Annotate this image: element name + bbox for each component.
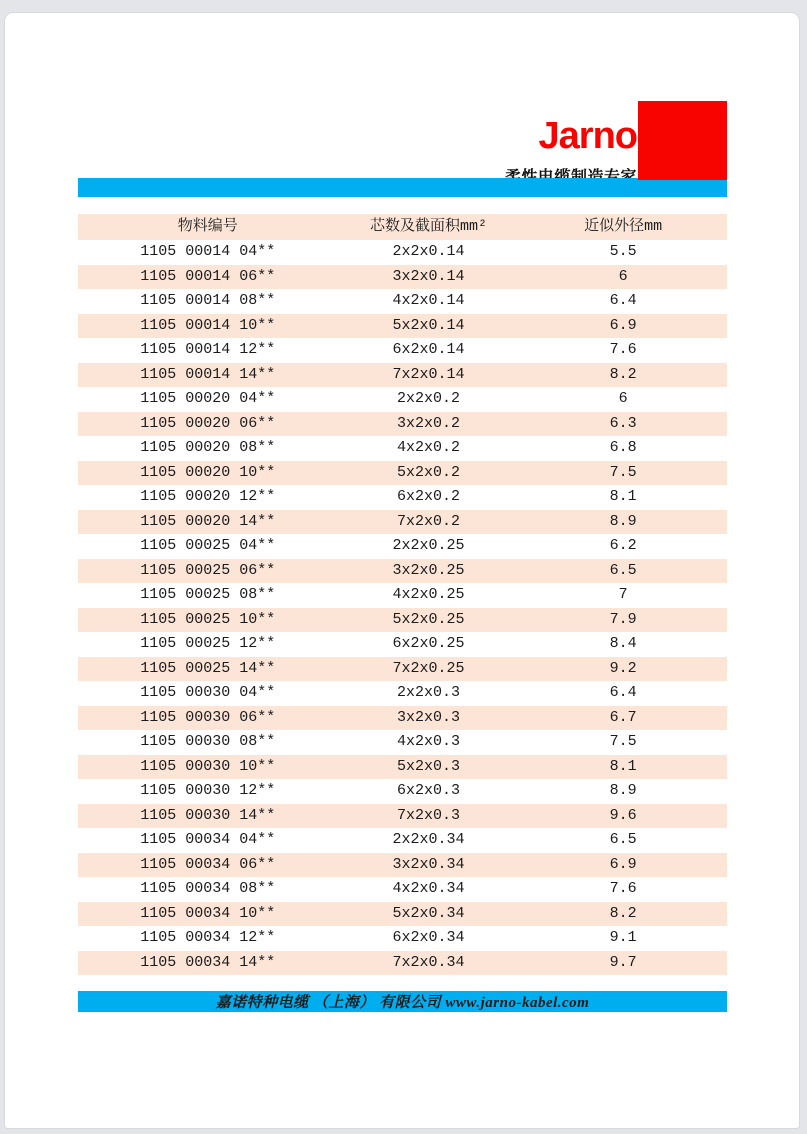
table-cell: 1105 00030 10** (140, 757, 276, 775)
header-accent-bar (78, 178, 727, 197)
table-row (78, 877, 727, 902)
table-cell: 5x2x0.34 (392, 904, 465, 922)
table-cell: 6 (618, 267, 628, 285)
table-cell: 4x2x0.2 (396, 439, 460, 456)
table-row (78, 510, 727, 535)
table-cell: 1105 00030 08** (140, 733, 276, 750)
table-cell: 5x2x0.25 (392, 610, 465, 628)
table-cell: 6.4 (609, 292, 637, 309)
table-cell: 6x2x0.34 (392, 929, 465, 946)
table-row (78, 534, 727, 559)
table-cell: 1105 00014 10** (140, 316, 276, 334)
table-cell: 3x2x0.3 (396, 708, 460, 726)
table-row (78, 265, 727, 290)
column-header-material-number: 物料编号 (177, 218, 238, 235)
table-cell: 6.8 (609, 439, 637, 456)
table-cell: 1105 00034 08** (140, 880, 276, 897)
table-cell: 9.6 (609, 806, 637, 824)
table-cell: 1105 00025 12** (140, 635, 276, 652)
table-row (78, 926, 727, 951)
table-cell: 7x2x0.2 (396, 512, 460, 530)
table-row (78, 902, 727, 927)
table-row (78, 632, 727, 657)
table-cell: 3x2x0.34 (392, 855, 465, 873)
table-cell: 1105 00014 06** (140, 267, 276, 285)
table-row (78, 289, 727, 314)
table-cell: 7x2x0.14 (392, 365, 465, 383)
table-cell: 5x2x0.3 (396, 757, 460, 775)
table-cell: 6.5 (609, 561, 637, 579)
product-table (78, 214, 727, 975)
table-cell: 1105 00025 08** (140, 586, 276, 603)
table-row (78, 363, 727, 388)
brand-text-block (505, 101, 637, 187)
table-row (78, 804, 727, 829)
table-cell: 7x2x0.3 (396, 806, 460, 824)
table-cell: 6.2 (609, 537, 637, 554)
table-cell: 6x2x0.14 (392, 341, 465, 358)
table-cell: 1105 00020 14** (140, 512, 276, 530)
table-cell: 7.5 (609, 733, 637, 750)
table-cell: 1105 00034 06** (140, 855, 276, 873)
document-page (5, 13, 799, 1128)
brand-red-block (638, 101, 727, 180)
brand-header (505, 101, 727, 187)
table-cell: 1105 00030 12** (140, 782, 276, 799)
table-cell: 6.9 (609, 855, 637, 873)
table-cell: 3x2x0.2 (396, 414, 460, 432)
table-cell: 1105 00030 04** (140, 684, 276, 701)
brand-logo: Jarno (538, 115, 637, 157)
table-cell: 7 (618, 586, 628, 603)
table-cell: 8.9 (609, 782, 637, 799)
table-cell: 1105 00020 10** (140, 463, 276, 481)
table-row (78, 853, 727, 878)
table-cell: 6x2x0.3 (396, 782, 460, 799)
table-row (78, 559, 727, 584)
table-cell: 8.1 (609, 488, 637, 505)
table-cell: 9.2 (609, 659, 637, 677)
table-cell: 2x2x0.34 (392, 831, 465, 848)
table-cell: 3x2x0.14 (392, 267, 465, 285)
table-row (78, 779, 727, 804)
table-cell: 9.1 (609, 929, 637, 946)
table-cell: 6x2x0.2 (396, 488, 460, 505)
table-cell: 1105 00034 10** (140, 904, 276, 922)
table-row (78, 485, 727, 510)
table-cell: 7.5 (609, 463, 637, 481)
table-cell: 7.9 (609, 610, 637, 628)
table-cell: 6.5 (609, 831, 637, 848)
table-cell: 7.6 (609, 880, 637, 897)
table-cell: 7.6 (609, 341, 637, 358)
table-cell: 4x2x0.25 (392, 586, 465, 603)
table-cell: 8.1 (609, 757, 637, 775)
table-cell: 7x2x0.34 (392, 953, 465, 971)
table-cell: 4x2x0.3 (396, 733, 460, 750)
table-cell: 1105 00030 14** (140, 806, 276, 824)
column-header-cores-section: 芯数及截面积mm² (369, 218, 487, 235)
table-body (78, 240, 727, 975)
table-cell: 7x2x0.25 (392, 659, 465, 677)
table-row (78, 412, 727, 437)
table-cell: 1105 00030 06** (140, 708, 276, 726)
table-header-row (78, 214, 727, 240)
table-cell: 5x2x0.2 (396, 463, 460, 481)
table-cell: 4x2x0.34 (392, 880, 465, 897)
table-row (78, 387, 727, 412)
table-cell: 1105 00014 08** (140, 292, 276, 309)
table-cell: 4x2x0.14 (392, 292, 465, 309)
table-row (78, 608, 727, 633)
table-row (78, 828, 727, 853)
table-cell: 1105 00014 12** (140, 341, 276, 358)
table-cell: 1105 00025 10** (140, 610, 276, 628)
table-cell: 8.4 (609, 635, 637, 652)
table-cell: 1105 00034 04** (140, 831, 276, 848)
table-cell: 2x2x0.3 (396, 684, 460, 701)
table-cell: 5x2x0.14 (392, 316, 465, 334)
table-row (78, 706, 727, 731)
footer-bar (78, 991, 727, 1012)
table-cell: 6.9 (609, 316, 637, 334)
table-row (78, 338, 727, 363)
table-cell: 1105 00020 08** (140, 439, 276, 456)
table-cell: 6 (618, 390, 628, 407)
table-cell: 6.3 (609, 414, 637, 432)
table-cell: 1105 00025 06** (140, 561, 276, 579)
table-cell: 2x2x0.14 (392, 243, 465, 260)
column-header-outer-diameter: 近似外径mm (584, 218, 663, 235)
table-row (78, 681, 727, 706)
table-row (78, 755, 727, 780)
table-row (78, 657, 727, 682)
table-cell: 6x2x0.25 (392, 635, 465, 652)
table-cell: 1105 00014 14** (140, 365, 276, 383)
table-cell: 1105 00020 04** (140, 390, 276, 407)
table-row (78, 583, 727, 608)
table-row (78, 436, 727, 461)
table-cell: 6.4 (609, 684, 637, 701)
table-cell: 6.7 (609, 708, 637, 726)
table-cell: 1105 00020 12** (140, 488, 276, 505)
table-cell: 8.9 (609, 512, 637, 530)
table-cell: 1105 00025 04** (140, 537, 276, 554)
table-cell: 3x2x0.25 (392, 561, 465, 579)
table-cell: 1105 00034 14** (140, 953, 276, 971)
table-cell: 9.7 (609, 953, 637, 971)
table-cell: 1105 00014 04** (140, 243, 276, 260)
table-cell: 5.5 (609, 243, 637, 260)
table-cell: 1105 00020 06** (140, 414, 276, 432)
table-row (78, 240, 727, 265)
table-cell: 8.2 (609, 365, 637, 383)
table-cell: 2x2x0.2 (396, 390, 460, 407)
table-row (78, 314, 727, 339)
table-row (78, 730, 727, 755)
table-row (78, 461, 727, 486)
table-cell: 2x2x0.25 (392, 537, 465, 554)
footer-text: 嘉诺特种电缆 （上海） 有限公司 www.jarno-kabel.com (215, 995, 590, 1011)
table-row (78, 951, 727, 976)
table-cell: 8.2 (609, 904, 637, 922)
table-cell: 1105 00025 14** (140, 659, 276, 677)
table-cell: 1105 00034 12** (140, 929, 276, 946)
